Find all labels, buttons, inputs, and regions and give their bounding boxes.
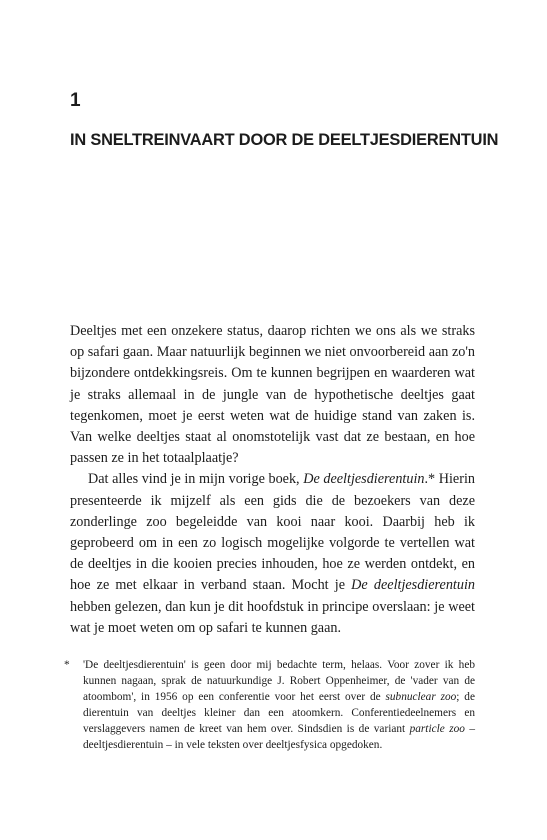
footnote-marker: * xyxy=(64,659,70,671)
footnote-text-b: ; de dierentuin van deeltjes kleiner dan een atoomkern. Conferentiedeelnemers en verslaggevers namen de kreet van hem over. Sindsdien is de variant xyxy=(83,691,475,736)
footnote-text-c: – deeltjesdierentuin – in vele teksten over deeltjesfysica opgedoken. xyxy=(83,723,476,752)
paragraph-2-text-a: Dat alles vind je in mijn vorige boek, xyxy=(88,471,304,488)
footnote-text xyxy=(83,657,475,754)
paragraph-2-text-c: hebben gelezen, dan kun je dit hoofdstuk in principe overslaan: je weet wat je moet weten om op safari te kunnen gaan. xyxy=(70,598,475,636)
footnote-text-a: 'De deeltjesdierentuin' is geen door mij bedachte term, helaas. Voor zover ik heb kunnen nagaan, sprak de natuurkundige J. Robert Oppenheimer, de 'vader van de atoombom', in 1956 op een conferentie voor het eerst over de xyxy=(83,659,475,704)
body-text xyxy=(70,321,475,639)
footnote-term-1: subnuclear zoo xyxy=(385,691,457,704)
paragraph-2-text-b: .* Hierin presenteerde ik mijzelf als een gids die de bezoekers van deze zonderlinge zoo begeleidde van kooi naar kooi. Daarbij heb ik geprobeerd om in een zo logisch mogelijke volgorde te vertellen wat de deeltjes in die kooien precies inhouden, hoe ze werden ontdekt, en hoe ze met elkaar in verband staan. Mocht je xyxy=(70,471,475,594)
paragraph-1: Deeltjes met een onzekere status, daarop richten we ons als we straks op safari gaan. Maar natuurlijk beginnen we niet onvoorbereid aan zo'n bijzondere ontdekkingsreis. Om te kunnen begrijpen en waarderen wat je straks allemaal in de jungle van de hypothetische deeltjes gaat tegenkomen, moet je eerst weten wat de huidige stand van zaken is. Van welke deeltjes staat al onomstotelijk vast dat ze bestaan, en hoe passen ze in het totaalplaatje? xyxy=(70,323,475,467)
footnote-term-2: particle zoo xyxy=(409,723,465,736)
book-title-2: De deeltjesdierentuin xyxy=(351,577,475,594)
chapter-number: 1 xyxy=(70,90,81,111)
footnote xyxy=(64,657,475,754)
paragraph-2 xyxy=(70,469,475,639)
chapter-title: IN SNELTREINVAART DOOR DE DEELTJESDIERENTUIN xyxy=(70,131,499,149)
book-title-1: De deeltjesdierentuin xyxy=(303,471,425,488)
